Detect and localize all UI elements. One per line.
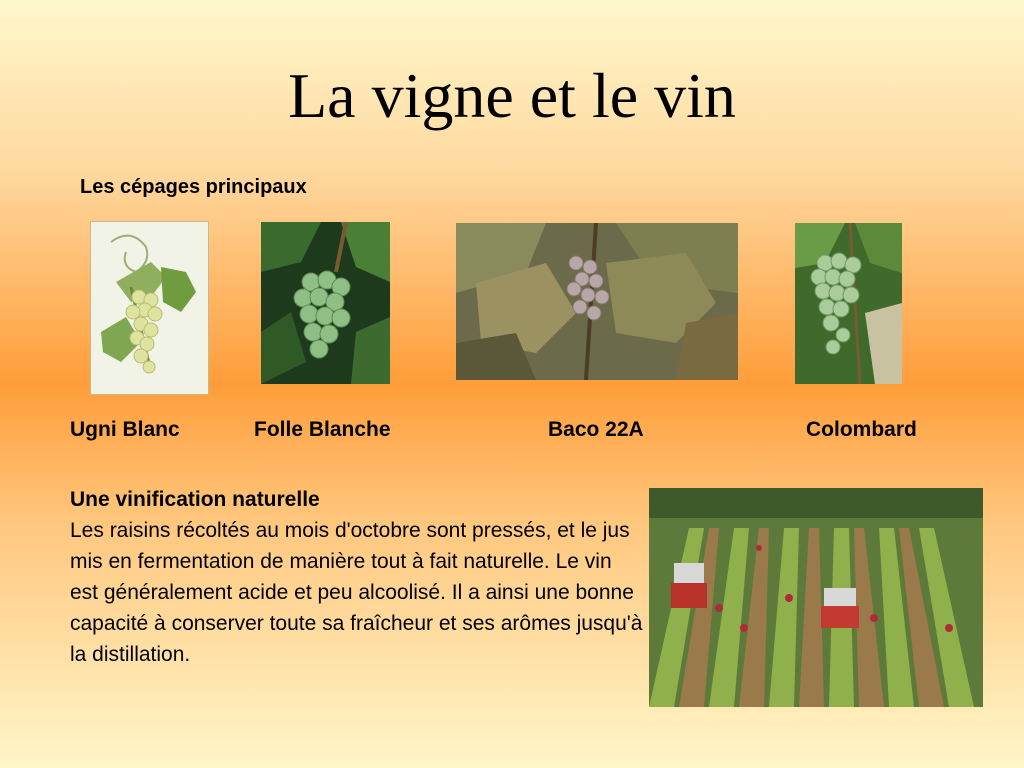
grape-label-colombard: Colombard — [806, 418, 917, 441]
vinification-paragraph: Les raisins récoltés au mois d'octobre sont pressés, et le jus mis en fermentation de manière tout à fait naturelle. Le vin est généralement acide et peu alcoolisé. Il a ainsi une bonne capacité à conserver toute sa fraîcheur et ses arômes jusqu'à la distillation. — [70, 519, 643, 666]
section-subtitle: Les cépages principaux — [80, 176, 307, 198]
grape-label-folle-blanche: Folle Blanche — [254, 418, 391, 441]
ugni-blanc-image — [90, 221, 209, 395]
vineyard-harvest-image — [649, 488, 983, 707]
folle-blanche-image — [261, 222, 390, 384]
vinification-heading: Une vinification naturelle — [70, 488, 320, 511]
grape-label-baco-22a: Baco 22A — [548, 418, 644, 441]
grape-label-ugni-blanc: Ugni Blanc — [70, 418, 180, 441]
baco-22a-image — [456, 223, 738, 380]
slide-title: La vigne et le vin — [288, 60, 736, 131]
colombard-image — [795, 223, 902, 384]
